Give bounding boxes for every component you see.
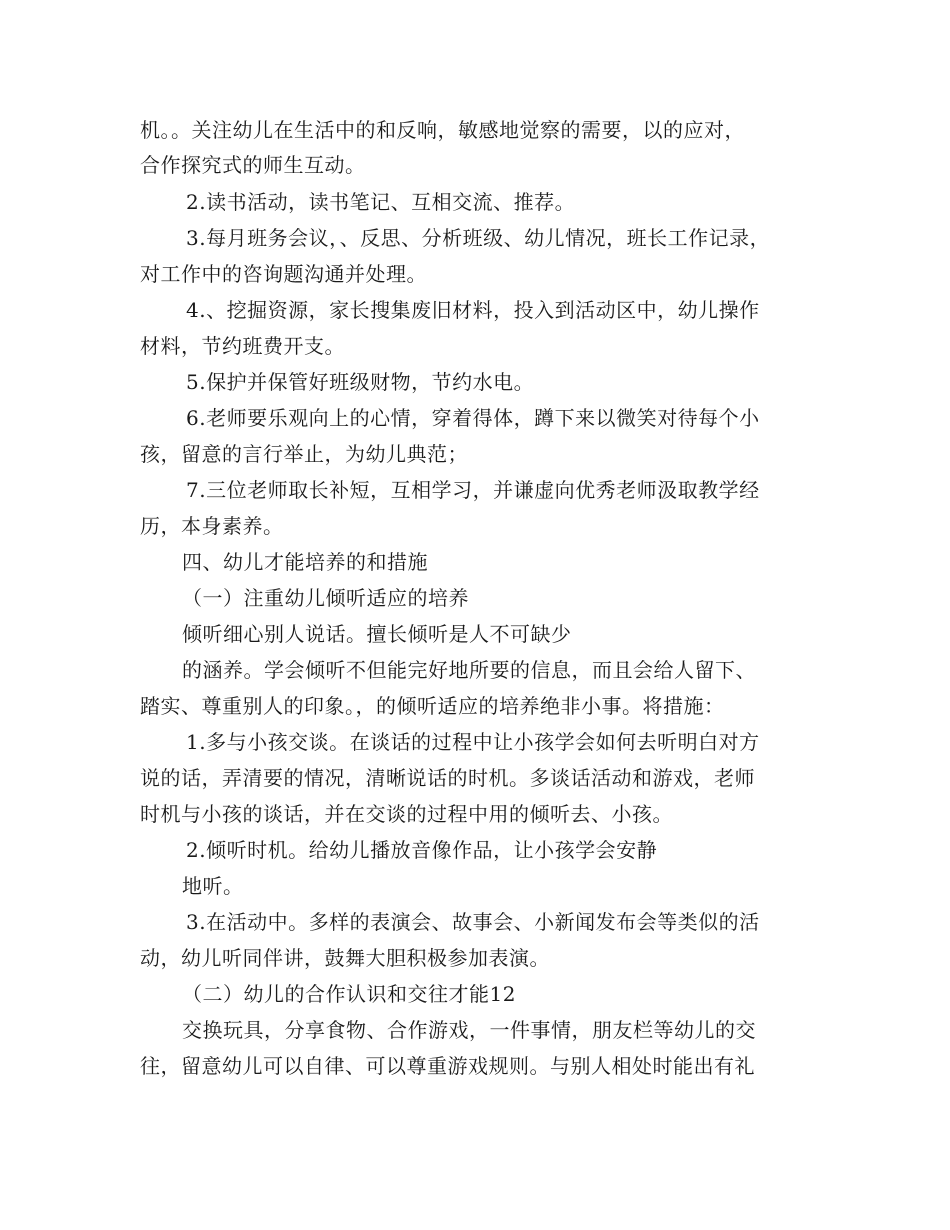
paragraph-line: 地听。 <box>182 874 244 898</box>
paragraph-line: 说的话，弄清要的情况，清晰说话的时机。多谈话活动和游戏，老师 <box>140 766 755 790</box>
paragraph-line: 机。。关注幼儿在生活中的和反响，敏感地觉察的需要，以的应对， <box>140 118 745 142</box>
paragraph-line: 3.在活动中。多样的表演会、故事会、小新闻发布会等类似的活 <box>186 910 760 934</box>
paragraph-line: 合作探究式的师生互动。 <box>140 153 366 177</box>
section-heading: 四、幼儿才能培养的和措施 <box>182 550 428 574</box>
subsection-heading: （一）注重幼儿倾听适应的培养 <box>182 586 469 610</box>
paragraph-line: 动，幼儿听同伴讲，鼓舞大胆积极参加表演。 <box>140 946 550 970</box>
paragraph-line: 历，本身素养。 <box>140 514 284 538</box>
paragraph-line: 对工作中的咨询题沟通并处理。 <box>140 262 427 286</box>
paragraph-line: 的涵养。学会倾听不但能完好地所要的信息，而且会给人留下、 <box>182 658 756 682</box>
paragraph-line: 材料，节约班费开支。 <box>140 334 345 358</box>
paragraph-line: 5.保护并保管好班级财物，节约水电。 <box>186 370 535 394</box>
paragraph-line: 2.读书活动，读书笔记、互相交流、推荐。 <box>186 190 576 214</box>
paragraph-line: 4.、挖掘资源，家长搜集废旧材料，投入到活动区中，幼儿操作 <box>186 298 760 322</box>
paragraph-line: 时机与小孩的谈话，并在交谈的过程中用的倾听去、小孩。 <box>140 802 673 826</box>
paragraph-line: 3.每月班务会议，、反思、分析班级、幼儿情况，班长工作记录， <box>186 226 771 250</box>
paragraph-line: 2.倾听时机。给幼儿播放音像作品，让小孩学会安静 <box>186 838 658 862</box>
paragraph-line: 交换玩具，分享食物、合作游戏，一件事情，朋友栏等幼儿的交 <box>182 1018 756 1042</box>
paragraph-line: 踏实、尊重别人的印象。，的倾听适应的培养绝非小事。将措施： <box>140 694 725 718</box>
paragraph-line: 1.多与小孩交谈。在谈话的过程中让小孩学会如何去听明白对方 <box>186 730 760 754</box>
paragraph-line: 孩，留意的言行举止，为幼儿典范； <box>140 442 468 466</box>
paragraph-line: 7.三位老师取长补短，互相学习，并谦虚向优秀老师汲取教学经 <box>186 478 760 502</box>
paragraph-line: 往，留意幼儿可以自律、可以尊重游戏规则。与别人相处时能出有礼 <box>140 1054 755 1078</box>
paragraph-line: 6.老师要乐观向上的心情，穿着得体，蹲下来以微笑对待每个小 <box>186 406 760 430</box>
paragraph-line: 倾听细心别人说话。擅长倾听是人不可缺少 <box>182 622 572 646</box>
subsection-heading: （二）幼儿的合作认识和交往才能12 <box>182 982 516 1006</box>
